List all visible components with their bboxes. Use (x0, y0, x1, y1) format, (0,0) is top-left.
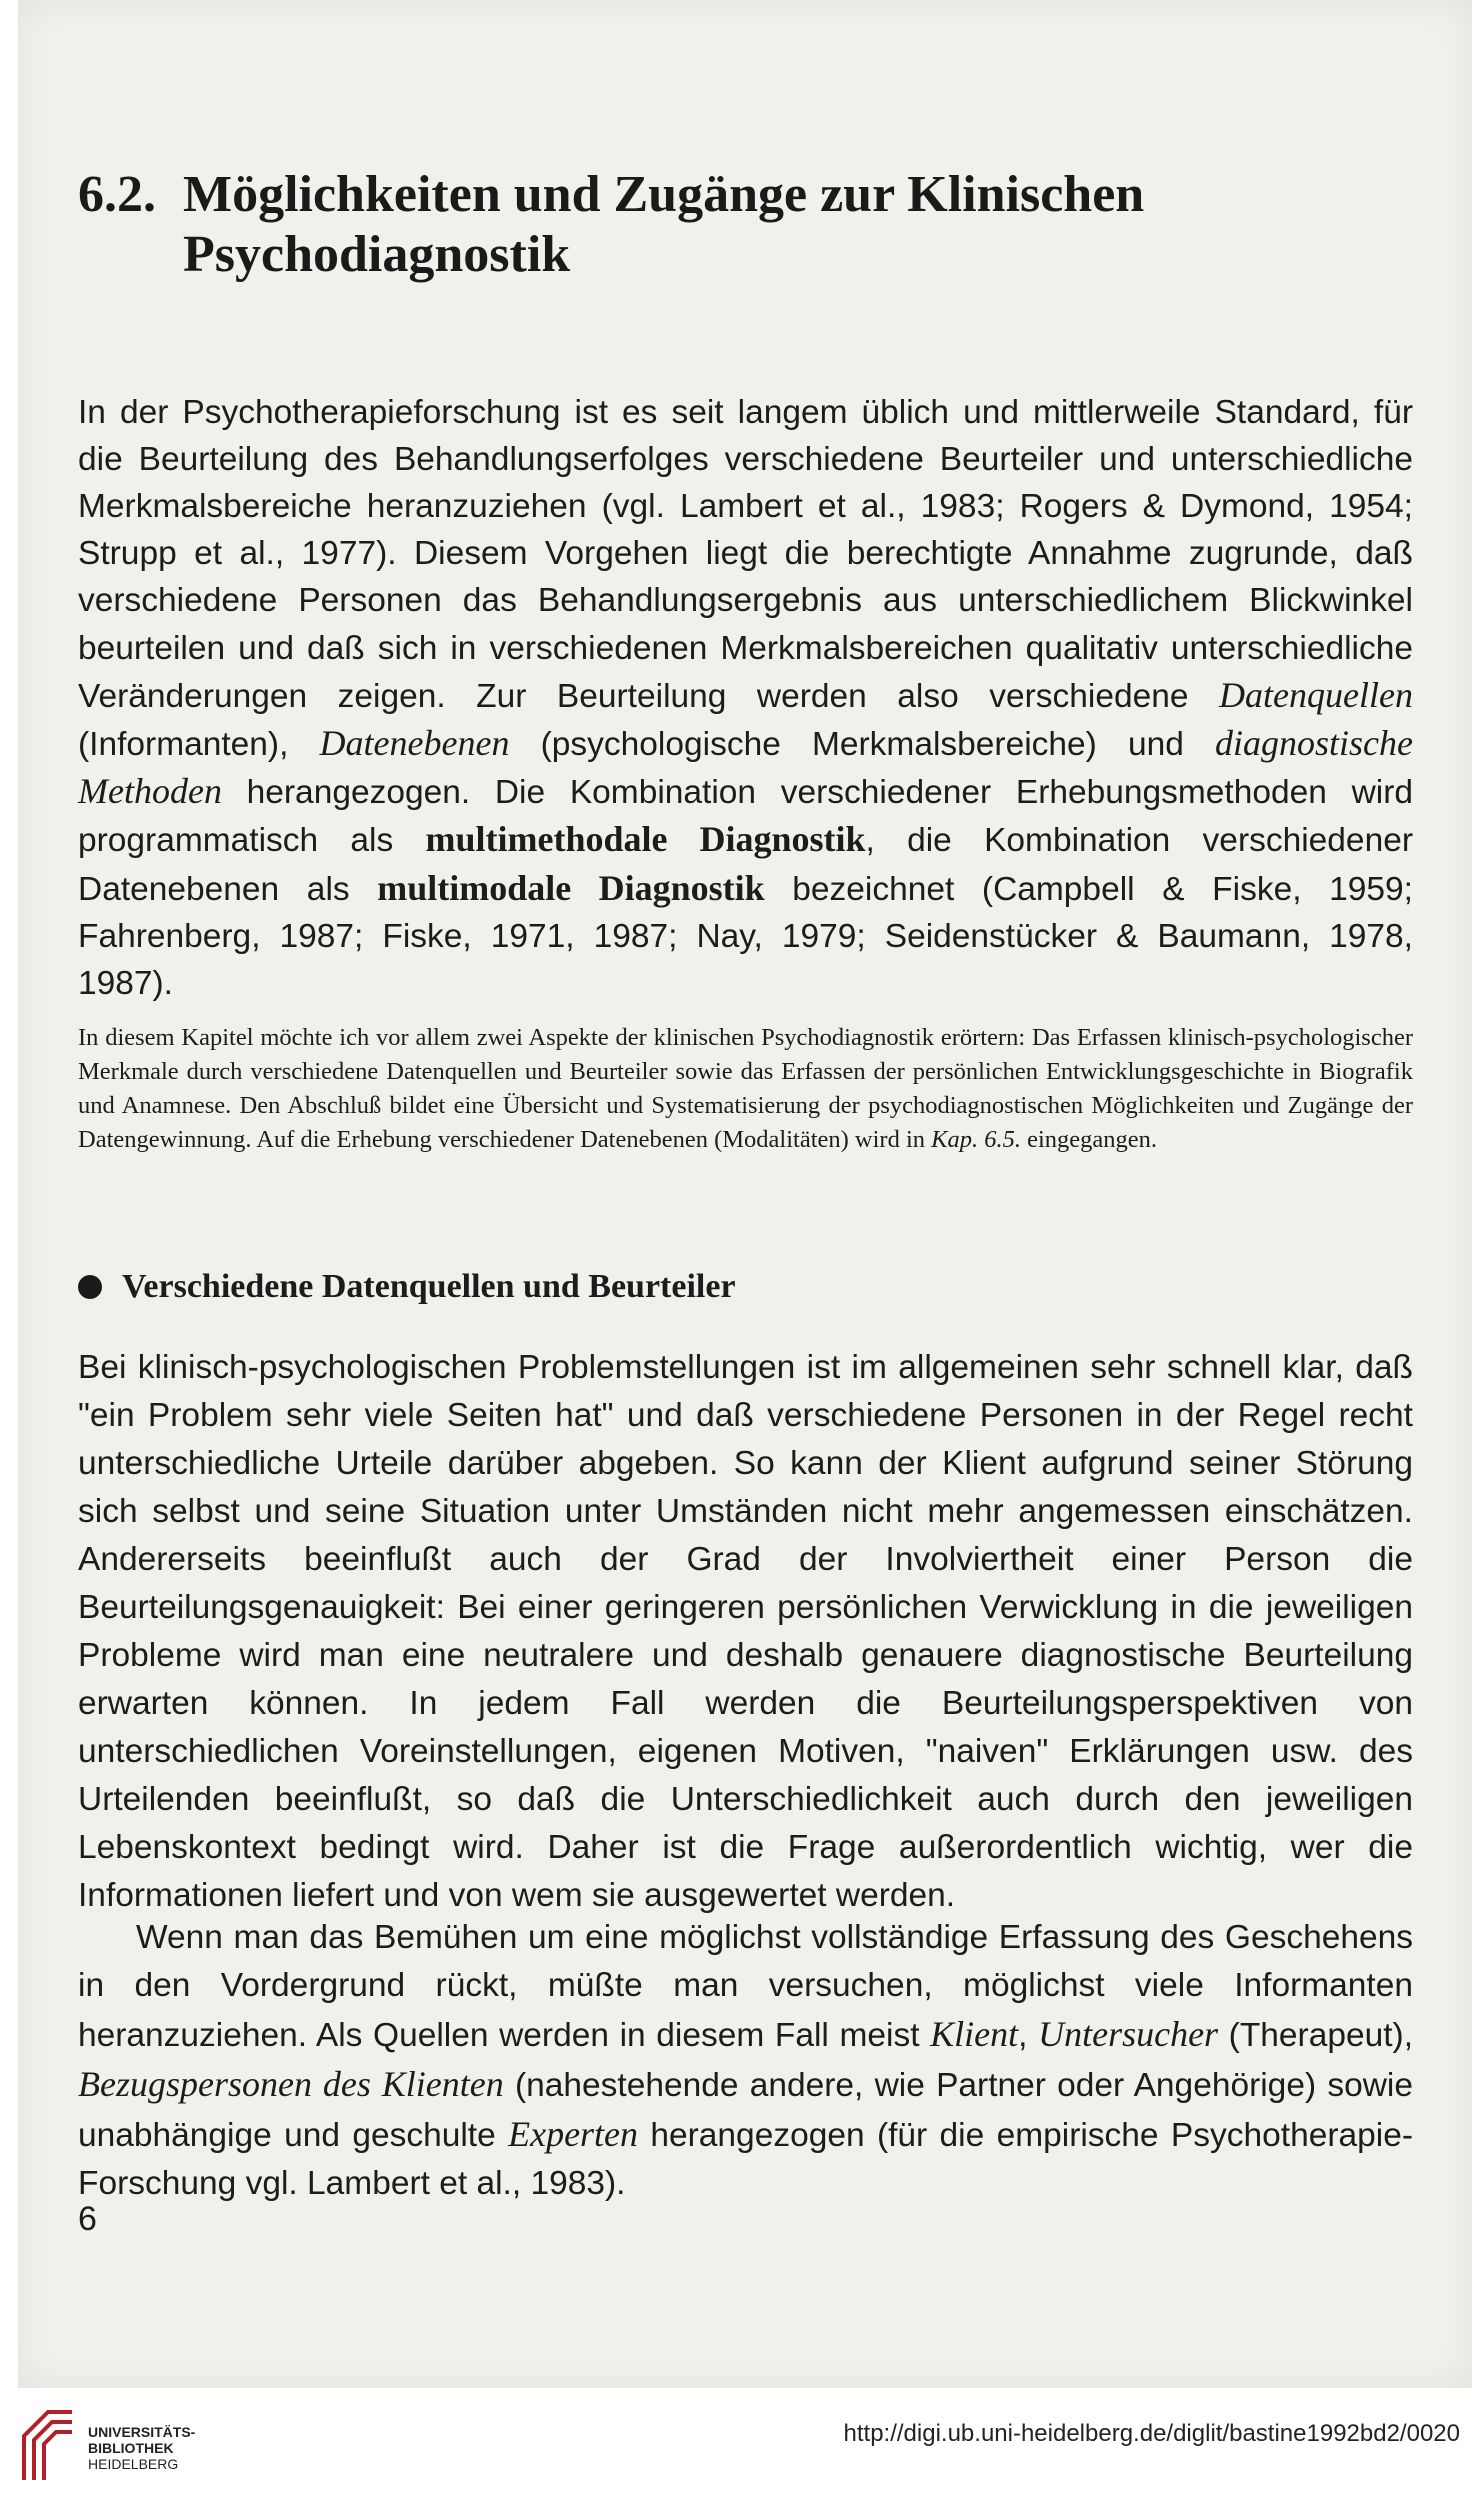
italic-term: Datenebenen (319, 722, 510, 763)
text-run: , (1018, 2016, 1039, 2054)
section-heading (78, 165, 1413, 285)
italic-term: Experten (508, 2113, 639, 2154)
text-run: Wenn man das Bemühen um eine möglichst vollständige Erfassung des Geschehens in den Vordergrund rückt, müßte man versuchen, möglichst viele Informanten heranzuziehen. Als Quellen werden in diesem Fall meist (78, 1918, 1413, 2054)
text-run: (psychologische Merkmalsbereiche) und (509, 725, 1216, 763)
bold-term: multimodale Diagnostik (377, 867, 765, 908)
text-run: herangezogen (für die empirische Psychotherapie-Forschung vgl. Lambert et al., 1983). (78, 2116, 1413, 2202)
text-run: bezeichnet (Campbell & Fiske, 1959; Fahrenberg, 1987; Fiske, 1971, 1987; Nay, 1979; Seidenstücker & Baumann, 1978, 1987). (78, 870, 1413, 1002)
library-name (88, 2424, 195, 2472)
paragraph-informants (78, 1914, 1413, 2208)
text-run: eingegangen. (1020, 1126, 1158, 1154)
subheading-text: Verschiedene Datenquellen und Beurteiler (122, 1268, 736, 1305)
text-run: (Therapeut), (1218, 2016, 1414, 2054)
section-title-line2: Psychodiagnostik (183, 226, 571, 283)
text-run: , die Kombination verschiedener Datenebenen als (78, 822, 1413, 908)
italic-term: Klient (930, 2013, 1019, 2054)
library-name-line2: BIBLIOTHEK (88, 2440, 174, 2456)
source-url-link[interactable]: http://digi.ub.uni-heidelberg.de/diglit/bastine1992bd2/0020 (843, 2420, 1460, 2447)
paragraph-data-sources: Bei klinisch-psychologischen Problemstellungen ist im allgemeinen sehr schnell klar, daß "ein Problem sehr viele Seiten hat" und daß verschiedene Personen in der Regel recht unterschiedliche Urteile darüber abgeben. So kann der Klient aufgrund seiner Störung sich selbst und seine Situation unter Umständen nicht mehr angemessen einschätzen. Andererseits beeinflußt auch der Grad der Involviertheit einer Person die Beurteilungsgenauigkeit: Bei einer geringeren persönlichen Verwicklung in die jeweiligen Probleme wird man eine neutralere und deshalb genauere diagnostische Beurteilung erwarten können. In jedem Fall werden die Beurteilungsperspektiven von unterschiedlichen Voreinstellungen, eigenen Motiven, "naiven" Erklärungen usw. des Urteilenden beeinflußt, so daß die Unterschiedlichkeit auch durch den jeweiligen Lebenskontext bedingt wird. Daher ist die Frage außerordentlich wichtig, wer die Informationen liefert und von wem sie ausgewertet werden. (78, 1348, 1413, 1914)
subheading (78, 1265, 1413, 1309)
text-run: (Informanten), (78, 725, 320, 763)
italic-reference: Kap. 6.5. (931, 1126, 1021, 1154)
italic-term: Untersucher (1038, 2013, 1219, 2054)
italic-term: diagnostische Methoden (78, 722, 1413, 812)
section-title-line1: Möglichkeiten und Zugänge zur Klinischen (183, 166, 1145, 223)
page-number: 6 (78, 2200, 97, 2238)
text-run: herangezogen. Die Kombination verschiedener Erhebungsmethoden wird programmatisch als (78, 774, 1413, 860)
bold-term: multimethodale Diagnostik (425, 819, 866, 860)
bullet-icon (78, 1275, 102, 1299)
scanned-page (18, 0, 1472, 2388)
text-run: In der Psychotherapieforschung ist es seit langem üblich und mittlerweile Standard, für die Beurteilung des Behandlungserfolges verschiedene Beurteiler und unterschiedliche Merkmalsbereiche heranzuziehen (vgl. Lambert et al., 1983; Rogers & Dymond, 1954; Strupp et al., 1977). Diesem Vorgehen liegt die berechtigte Annahme zugrunde, daß verschiedene Personen das Behandlungsergebnis aus unterschiedlichem Blickwinkel beurteilen und daß sich in verschiedenen Merkmalsbereichen qualitativ unterschiedliche Veränderungen zeigen. Zur Beurteilung werden also verschiedene (78, 393, 1413, 715)
paragraph-chapter-overview (78, 1021, 1413, 1158)
text-run: In diesem Kapitel möchte ich vor allem zwei Aspekte der klinischen Psychodiagnostik erörtern: Das Erfassen klinisch-psychologischer Merkmale durch verschiedene Datenquellen und Beurteiler sowie das Erfassen der persönlichen Entwicklungsgeschichte in Biografik und Anamnese. Den Abschluß bildet eine Übersicht und Systematisierung der psychodiagnostischen Möglichkeiten und Zugänge der Datengewinnung. Auf die Erhebung verschiedener Datenebenen (Modalitäten) wird in (78, 1023, 1413, 1154)
library-logo-icon (18, 2406, 76, 2482)
text-run: (nahestehende andere, wie Partner oder Angehörige) sowie unabhängige und geschulte (78, 2066, 1413, 2154)
italic-term: Bezugspersonen des Klienten (78, 2063, 504, 2104)
paragraph-intro (78, 389, 1413, 1008)
library-name-line3: HEIDELBERG (88, 2456, 179, 2472)
section-number: 6.2. (78, 166, 156, 223)
footer-bar (0, 2388, 1472, 2500)
italic-term: Datenquellen (1219, 674, 1413, 715)
library-name-line1: UNIVERSITÄTS- (88, 2424, 196, 2440)
